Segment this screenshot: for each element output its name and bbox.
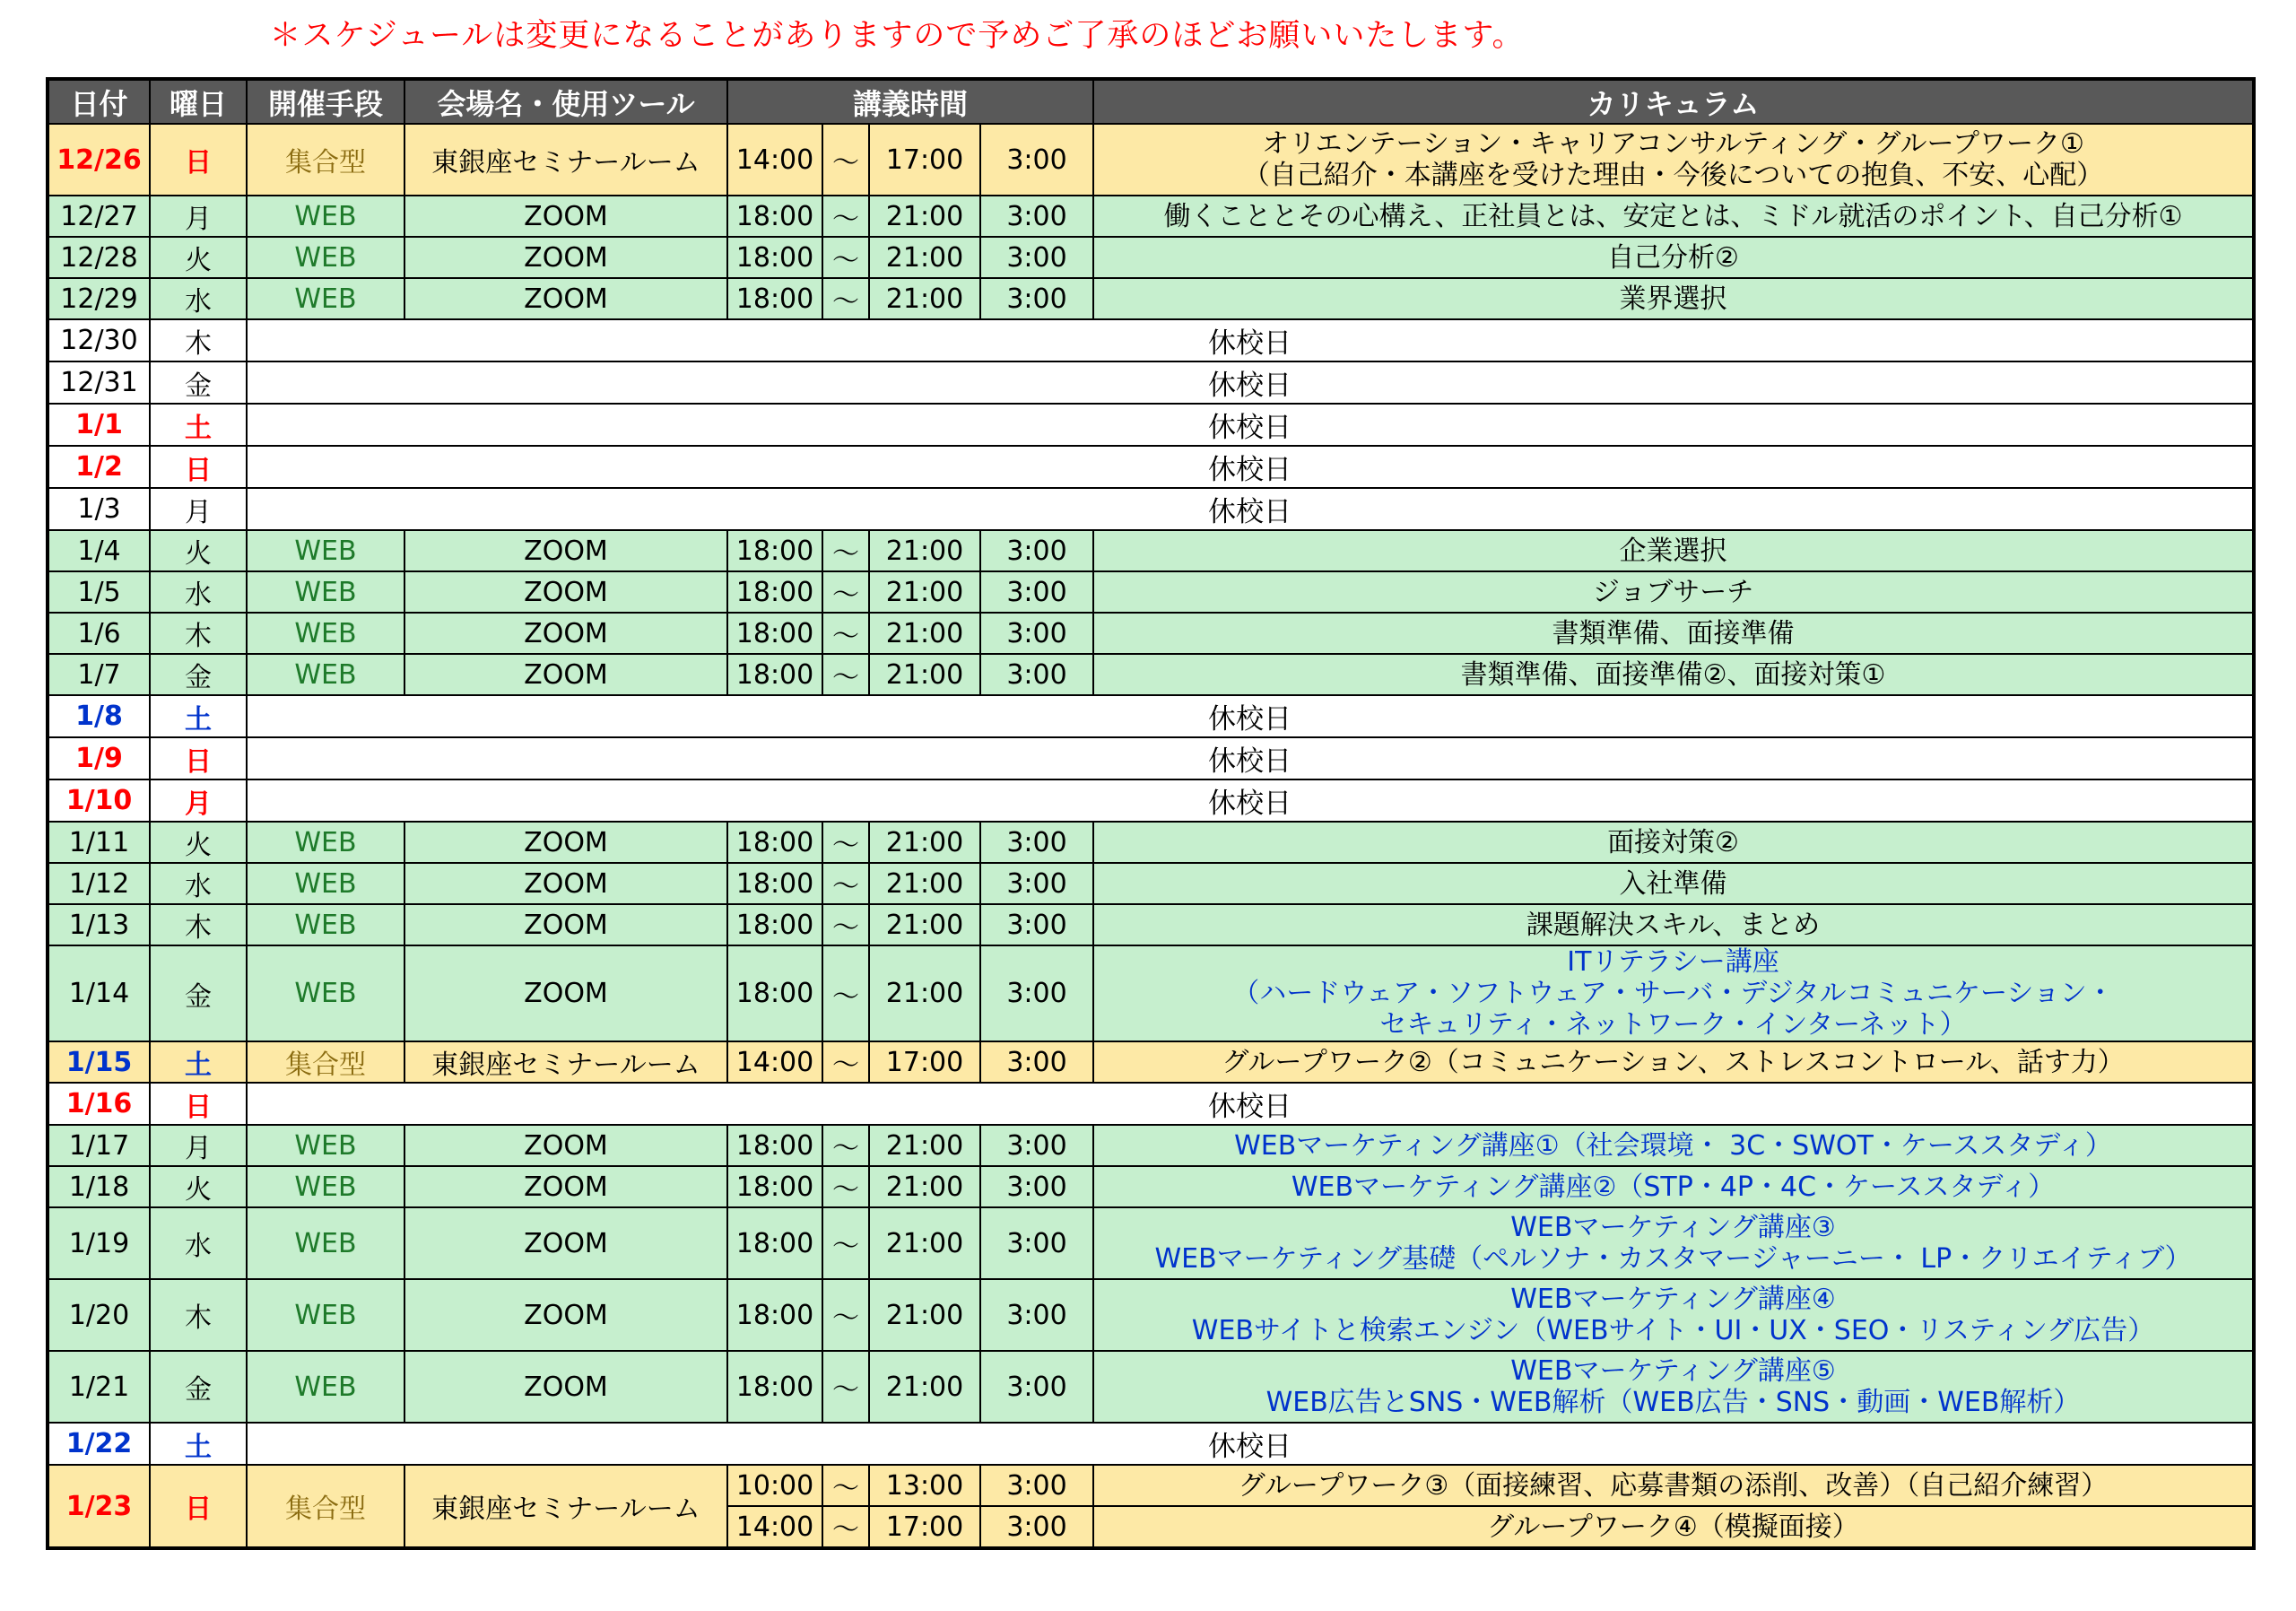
end-time: 21:00 [869,1279,980,1351]
curriculum-cell [1093,571,2254,613]
date-cell: 1/9 [48,737,150,779]
date-cell: 12/31 [48,361,150,404]
curriculum-line: セキュリティ・ネットワーク・インターネット） [1379,1009,1967,1041]
curriculum-line: WEBサイトと検索エンジン（WEBサイト・UI・UX・SEO・リスティング広告） [1191,1315,2155,1346]
schedule-row [48,822,2254,863]
curriculum-line: 書類準備、面接準備②、面接対策① [1460,658,1886,691]
holiday-cell: 休校日 [247,737,2254,779]
curriculum-line: WEB広告とSNS・WEB解析（WEB広告・SNS・動画・WEB解析） [1265,1387,2081,1418]
time-separator: ～ [822,1207,869,1279]
curriculum-line: オリエンテーション・キャリアコンサルティング・グループワーク① [1262,128,2084,160]
end-time: 21:00 [869,571,980,613]
schedule-row [48,488,2254,530]
method-cell: WEB [247,1125,404,1166]
method-cell: WEB [247,613,404,654]
method-cell: WEB [247,822,404,863]
time-separator: ～ [822,904,869,945]
time-separator: ～ [822,571,869,613]
date-cell: 1/18 [48,1166,150,1207]
start-time: 18:00 [727,571,822,613]
duration: 3:00 [980,822,1093,863]
end-time: 17:00 [869,124,980,196]
schedule-row [48,404,2254,446]
end-time: 21:00 [869,945,980,1041]
curriculum-line: 自己分析② [1607,241,1739,274]
venue-cell: ZOOM [404,945,727,1041]
curriculum-cell [1093,613,2254,654]
weekday-cell: 月 [150,196,247,237]
duration: 3:00 [980,124,1093,196]
weekday-cell: 月 [150,1125,247,1166]
end-time: 21:00 [869,613,980,654]
schedule-row [48,1465,2254,1506]
weekday-cell: 水 [150,571,247,613]
start-time: 18:00 [727,1279,822,1351]
curriculum-line: WEBマーケティング基礎（ペルソナ・カスタマージャーニー・ LP・クリエイティブ） [1154,1243,2192,1275]
curriculum-cell [1093,945,2254,1041]
schedule-row [48,863,2254,904]
schedule-row [48,1125,2254,1166]
header-method: 開催手段 [247,79,404,124]
schedule-body [48,124,2254,1548]
header-date: 日付 [48,79,150,124]
header-weekday: 曜日 [150,79,247,124]
method-cell: WEB [247,1279,404,1351]
method-cell: WEB [247,1351,404,1423]
start-time: 18:00 [727,613,822,654]
header-venue: 会場名・使用ツール [404,79,727,124]
end-time: 13:00 [869,1465,980,1506]
curriculum-cell [1093,1351,2254,1423]
weekday-cell: 日 [150,124,247,196]
duration: 3:00 [980,1125,1093,1166]
method-cell: WEB [247,904,404,945]
end-time: 17:00 [869,1041,980,1083]
curriculum-line: WEBマーケティング講座④ [1510,1284,1836,1315]
curriculum-line: 書類準備、面接準備 [1552,617,1795,649]
venue-cell: ZOOM [404,571,727,613]
date-cell: 1/3 [48,488,150,530]
curriculum-cell [1093,1125,2254,1166]
end-time: 21:00 [869,904,980,945]
schedule-row [48,278,2254,319]
holiday-cell: 休校日 [247,404,2254,446]
weekday-cell: 月 [150,779,247,822]
curriculum-cell: グループワーク④（模擬面接） [1093,1506,2254,1548]
header-time: 講義時間 [727,79,1093,124]
curriculum-line: WEBマーケティング講座②（STP・4P・4C・ケーススタディ） [1291,1171,2056,1203]
duration: 3:00 [980,654,1093,695]
curriculum-cell [1093,1041,2254,1083]
method-cell: WEB [247,278,404,319]
weekday-cell: 火 [150,237,247,278]
end-time: 21:00 [869,1351,980,1423]
schedule-row [48,1083,2254,1125]
curriculum-cell: グループワーク③（面接練習、応募書類の添削、改善）（自己紹介練習） [1093,1465,2254,1506]
method-cell: WEB [247,1207,404,1279]
end-time: 21:00 [869,654,980,695]
date-cell: 1/14 [48,945,150,1041]
schedule-table [46,77,2256,1550]
holiday-cell: 休校日 [247,1423,2254,1465]
venue-cell: ZOOM [404,822,727,863]
time-separator: ～ [822,124,869,196]
date-cell: 1/21 [48,1351,150,1423]
date-cell: 12/29 [48,278,150,319]
curriculum-line: WEBマーケティング講座⑤ [1510,1355,1836,1387]
curriculum-line: （自己紹介・本講座を受けた理由・今後についての抱負、不安、心配） [1242,160,2104,191]
curriculum-cell [1093,1279,2254,1351]
method-cell: 集合型 [247,1041,404,1083]
date-cell: 1/15 [48,1041,150,1083]
venue-cell: ZOOM [404,1166,727,1207]
weekday-cell: 木 [150,319,247,361]
time-separator: ～ [822,278,869,319]
schedule-row [48,695,2254,737]
weekday-cell: 水 [150,863,247,904]
start-time: 18:00 [727,822,822,863]
venue-cell: 東銀座セミナールーム [404,124,727,196]
start-time: 18:00 [727,196,822,237]
schedule-row [48,1423,2254,1465]
holiday-cell: 休校日 [247,361,2254,404]
curriculum-line: WEBマーケティング講座①（社会環境・ 3C・SWOT・ケーススタディ） [1234,1129,2112,1162]
start-time: 18:00 [727,1166,822,1207]
schedule-row [48,237,2254,278]
weekday-cell: 土 [150,1041,247,1083]
venue-cell: ZOOM [404,654,727,695]
schedule-row [48,319,2254,361]
curriculum-line: グループワーク②（コミュニケーション、ストレスコントロール、話す力） [1222,1046,2125,1078]
schedule-row [48,1207,2254,1279]
venue-cell: ZOOM [404,1351,727,1423]
schedule-row [48,904,2254,945]
method-cell: 集合型 [247,1465,404,1548]
weekday-cell: 木 [150,904,247,945]
end-time: 21:00 [869,822,980,863]
schedule-row [48,779,2254,822]
date-cell: 12/27 [48,196,150,237]
time-separator: ～ [822,196,869,237]
curriculum-line: WEBマーケティング講座③ [1510,1212,1836,1243]
date-cell: 1/2 [48,446,150,488]
start-time: 18:00 [727,278,822,319]
date-cell: 1/22 [48,1423,150,1465]
date-cell: 1/10 [48,779,150,822]
curriculum-cell [1093,822,2254,863]
end-time: 21:00 [869,196,980,237]
start-time: 18:00 [727,237,822,278]
curriculum-line: 課題解決スキル、まとめ [1526,909,1821,941]
date-cell: 1/1 [48,404,150,446]
schedule-row [48,361,2254,404]
curriculum-line: （ハードウェア・ソフトウェア・サーバ・デジタルコミュニケーション・ [1232,978,2114,1009]
duration: 3:00 [980,1506,1093,1548]
schedule-row [48,945,2254,1041]
weekday-cell: 月 [150,488,247,530]
venue-cell: ZOOM [404,1125,727,1166]
venue-cell: ZOOM [404,530,727,571]
curriculum-cell [1093,124,2254,196]
duration: 3:00 [980,571,1093,613]
end-time: 21:00 [869,237,980,278]
method-cell: WEB [247,237,404,278]
method-cell: WEB [247,196,404,237]
end-time: 21:00 [869,530,980,571]
weekday-cell: 金 [150,654,247,695]
duration: 3:00 [980,863,1093,904]
weekday-cell: 日 [150,1465,247,1548]
date-cell: 12/30 [48,319,150,361]
date-cell: 1/16 [48,1083,150,1125]
time-separator: ～ [822,237,869,278]
curriculum-line: 業界選択 [1619,283,1727,315]
duration: 3:00 [980,1041,1093,1083]
header-row [48,79,2254,124]
curriculum-cell [1093,196,2254,237]
time-separator: ～ [822,1166,869,1207]
duration: 3:00 [980,1465,1093,1506]
time-separator: ～ [822,654,869,695]
schedule-row [48,1351,2254,1423]
schedule-row [48,1166,2254,1207]
curriculum-line: ITリテラシー講座 [1567,946,1779,978]
start-time: 18:00 [727,945,822,1041]
date-cell: 1/5 [48,571,150,613]
method-cell: WEB [247,945,404,1041]
weekday-cell: 水 [150,1207,247,1279]
date-cell: 12/26 [48,124,150,196]
schedule-row [48,124,2254,196]
start-time: 14:00 [727,124,822,196]
duration: 3:00 [980,904,1093,945]
schedule-row [48,530,2254,571]
duration: 3:00 [980,1207,1093,1279]
start-time: 18:00 [727,904,822,945]
time-separator: ～ [822,1125,869,1166]
weekday-cell: 土 [150,404,247,446]
method-cell: 集合型 [247,124,404,196]
curriculum-cell [1093,1166,2254,1207]
duration: 3:00 [980,278,1093,319]
end-time: 21:00 [869,1166,980,1207]
schedule-row [48,446,2254,488]
start-time: 10:00 [727,1465,822,1506]
method-cell: WEB [247,863,404,904]
curriculum-cell [1093,1207,2254,1279]
schedule-notice: ＊スケジュールは変更になることがありますので予めご了承のほどお願いいたします。 [269,18,1525,54]
time-separator: ～ [822,530,869,571]
curriculum-line: 面接対策② [1607,826,1739,858]
schedule-row [48,654,2254,695]
start-time: 18:00 [727,1207,822,1279]
method-cell: WEB [247,530,404,571]
date-cell: 1/6 [48,613,150,654]
duration: 3:00 [980,196,1093,237]
date-cell: 1/17 [48,1125,150,1166]
start-time: 18:00 [727,654,822,695]
weekday-cell: 木 [150,613,247,654]
weekday-cell: 水 [150,278,247,319]
curriculum-cell [1093,904,2254,945]
time-separator: ～ [822,1279,869,1351]
end-time: 21:00 [869,1125,980,1166]
weekday-cell: 日 [150,446,247,488]
duration: 3:00 [980,530,1093,571]
weekday-cell: 日 [150,1083,247,1125]
venue-cell: ZOOM [404,1207,727,1279]
date-cell: 1/23 [48,1465,150,1548]
schedule-row [48,613,2254,654]
schedule-row [48,1279,2254,1351]
date-cell: 1/11 [48,822,150,863]
time-separator: ～ [822,822,869,863]
time-separator: ～ [822,1465,869,1506]
schedule-row [48,737,2254,779]
date-cell: 1/8 [48,695,150,737]
time-separator: ～ [822,613,869,654]
header-curriculum: カリキュラム [1093,79,2254,124]
start-time: 18:00 [727,1125,822,1166]
curriculum-cell [1093,530,2254,571]
venue-cell: ZOOM [404,278,727,319]
venue-cell: ZOOM [404,196,727,237]
start-time: 18:00 [727,1351,822,1423]
date-cell: 1/13 [48,904,150,945]
holiday-cell: 休校日 [247,446,2254,488]
weekday-cell: 金 [150,945,247,1041]
duration: 3:00 [980,1279,1093,1351]
weekday-cell: 日 [150,737,247,779]
date-cell: 1/19 [48,1207,150,1279]
time-separator: ～ [822,1506,869,1548]
end-time: 21:00 [869,863,980,904]
venue-cell: 東銀座セミナールーム [404,1465,727,1548]
weekday-cell: 土 [150,1423,247,1465]
schedule-row [48,196,2254,237]
venue-cell: ZOOM [404,863,727,904]
date-cell: 1/20 [48,1279,150,1351]
curriculum-line: ジョブサーチ [1592,576,1754,608]
venue-cell: ZOOM [404,1279,727,1351]
schedule-row [48,1041,2254,1083]
curriculum-cell [1093,237,2254,278]
duration: 3:00 [980,613,1093,654]
holiday-cell: 休校日 [247,319,2254,361]
curriculum-cell [1093,278,2254,319]
start-time: 14:00 [727,1506,822,1548]
end-time: 21:00 [869,1207,980,1279]
date-cell: 12/28 [48,237,150,278]
end-time: 21:00 [869,278,980,319]
duration: 3:00 [980,237,1093,278]
start-time: 18:00 [727,863,822,904]
holiday-cell: 休校日 [247,695,2254,737]
duration: 3:00 [980,945,1093,1041]
start-time: 18:00 [727,530,822,571]
weekday-cell: 火 [150,1166,247,1207]
duration: 3:00 [980,1166,1093,1207]
weekday-cell: 金 [150,1351,247,1423]
time-separator: ～ [822,1351,869,1423]
time-separator: ～ [822,1041,869,1083]
venue-cell: 東銀座セミナールーム [404,1041,727,1083]
weekday-cell: 土 [150,695,247,737]
date-cell: 1/4 [48,530,150,571]
holiday-cell: 休校日 [247,779,2254,822]
curriculum-line: 入社準備 [1619,867,1727,900]
time-separator: ～ [822,863,869,904]
weekday-cell: 金 [150,361,247,404]
curriculum-line: 働くこととその心構え、正社員とは、安定とは、ミドル就活のポイント、自己分析① [1163,200,2183,232]
curriculum-cell [1093,863,2254,904]
weekday-cell: 火 [150,822,247,863]
date-cell: 1/12 [48,863,150,904]
end-time: 17:00 [869,1506,980,1548]
venue-cell: ZOOM [404,237,727,278]
venue-cell: ZOOM [404,613,727,654]
duration: 3:00 [980,1351,1093,1423]
method-cell: WEB [247,1166,404,1207]
weekday-cell: 火 [150,530,247,571]
date-cell: 1/7 [48,654,150,695]
method-cell: WEB [247,654,404,695]
schedule-row [48,571,2254,613]
holiday-cell: 休校日 [247,1083,2254,1125]
curriculum-line: 企業選択 [1619,535,1727,567]
start-time: 14:00 [727,1041,822,1083]
venue-cell: ZOOM [404,904,727,945]
holiday-cell: 休校日 [247,488,2254,530]
method-cell: WEB [247,571,404,613]
time-separator: ～ [822,945,869,1041]
curriculum-cell [1093,654,2254,695]
weekday-cell: 木 [150,1279,247,1351]
